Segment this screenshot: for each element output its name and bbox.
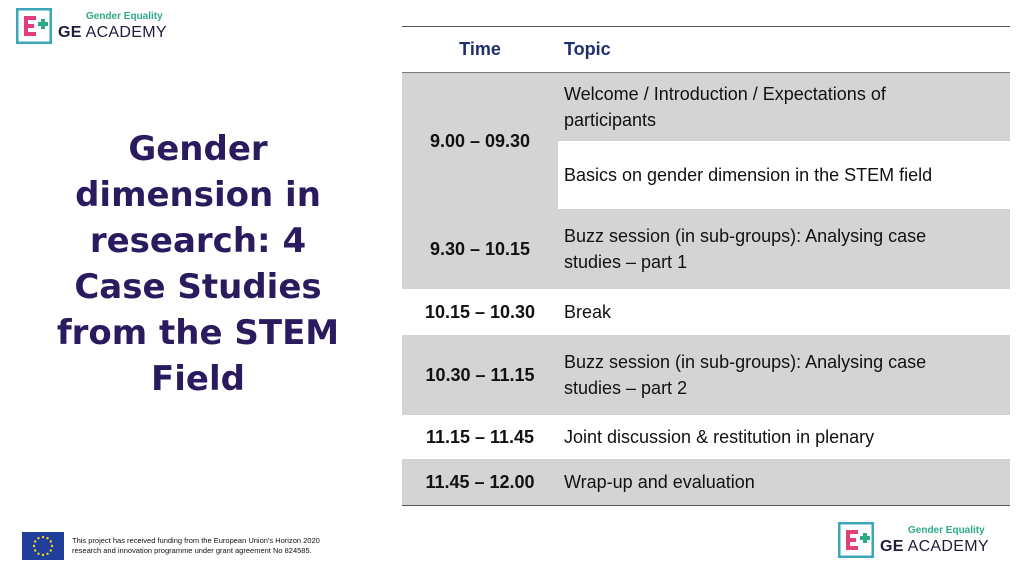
table-row — [402, 415, 1010, 459]
time-cell: 11.45 – 12.00 — [425, 471, 535, 492]
eu-funding-notice — [22, 532, 342, 560]
time-cell: 10.15 – 10.30 — [424, 301, 536, 322]
logo-small-text: Gender Equality — [86, 10, 163, 22]
topic-cell: Break — [564, 302, 612, 322]
ge-academy-logo-bottom — [838, 522, 989, 558]
table-row — [402, 289, 1010, 335]
table-row — [402, 459, 1010, 505]
topic-cell: Buzz session (in sub-groups): Analysing case studies – part 2 — [564, 352, 927, 398]
logo-ge-text: GE — [880, 537, 904, 555]
topic-cell: Buzz session (in sub-groups): Analysing case studies – part 1 — [564, 226, 927, 272]
table-row — [402, 209, 1010, 289]
time-cell: 10.30 – 11.15 — [425, 364, 535, 385]
header-time: Time — [459, 39, 501, 59]
agenda-table — [402, 26, 1010, 506]
table-row — [402, 335, 1010, 415]
ge-academy-logo-top — [16, 8, 167, 44]
page-title: Gender dimension in research: 4 Case Studies from the STEM Field — [56, 129, 340, 399]
topic-cell: Joint discussion & restitution in plenary — [564, 427, 875, 447]
logo-academy-text: ACADEMY — [85, 23, 167, 41]
logo-academy-text: ACADEMY — [907, 537, 989, 555]
time-cell: 11.15 – 11.45 — [425, 426, 535, 447]
table-header — [402, 27, 1010, 73]
ge-academy-logo-icon — [16, 8, 52, 44]
topic-cell: Welcome / Introduction / Expectations of participants — [558, 73, 1010, 141]
time-cell: 9.30 – 10.15 — [429, 238, 531, 259]
topic-cell: Basics on gender dimension in the STEM field — [558, 141, 1010, 209]
topic-cell: Wrap-up and evaluation — [564, 472, 755, 492]
eu-flag-icon — [22, 532, 64, 560]
table-row — [402, 73, 1010, 209]
funding-text: This project has received funding from the European Union's Horizon 2020 research and innovation programme under grant agreement No 824585. — [72, 536, 320, 555]
time-cell: 9.00 – 09.30 — [402, 73, 558, 209]
logo-ge-text: GE — [58, 23, 82, 41]
ge-academy-logo-icon — [838, 522, 874, 558]
logo-small-text: Gender Equality — [908, 524, 985, 536]
header-topic: Topic — [564, 39, 611, 59]
